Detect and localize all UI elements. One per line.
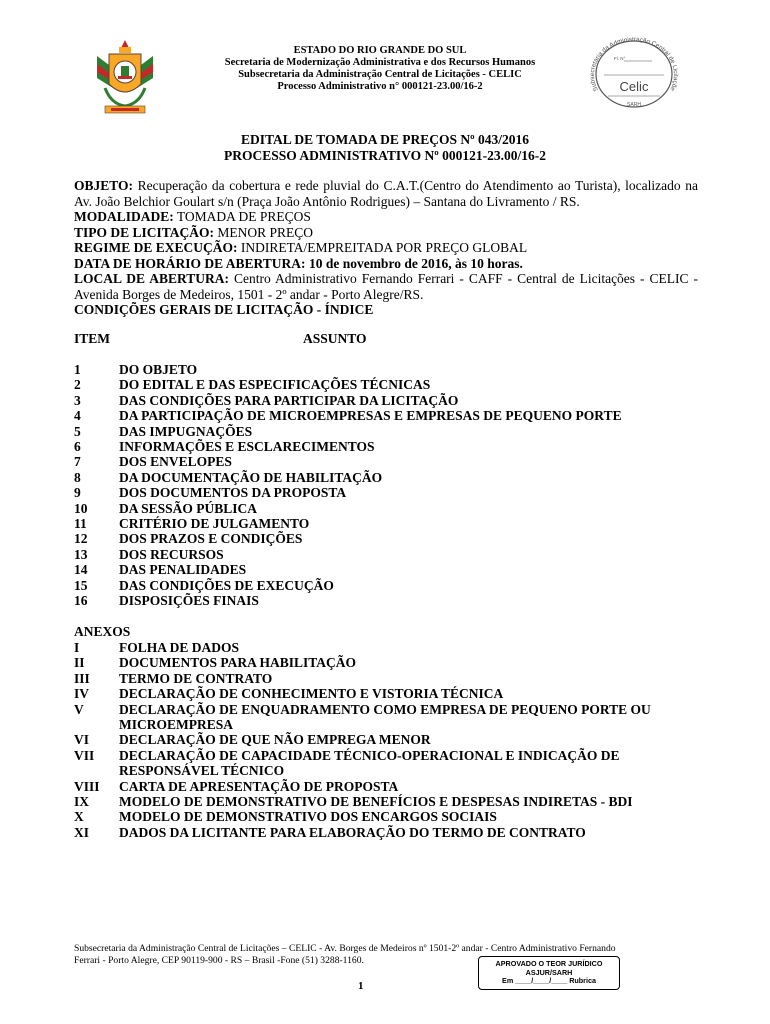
- annex-title-line: DECLARAÇÃO DE CONHECIMENTO E VISTORIA TÉCNICA: [119, 686, 504, 702]
- annex-row: [74, 794, 714, 809]
- objeto-label: OBJETO:: [74, 178, 134, 193]
- index-row: [74, 501, 714, 516]
- annex-title-line: DECLARAÇÃO DE ENQUADRAMENTO COMO EMPRESA DE PEQUENO PORTE OU: [119, 701, 651, 717]
- annex-row: [74, 640, 714, 655]
- process-title: PROCESSO ADMINISTRATIVO Nº 000121-23.00/16-2: [224, 148, 546, 163]
- index-item-number: 11: [74, 516, 87, 531]
- index-item-title: DISPOSIÇÕES FINAIS: [119, 593, 259, 608]
- annex-number: IX: [74, 794, 90, 809]
- modalidade-line: [74, 209, 698, 225]
- page-number: 1: [358, 980, 364, 992]
- header-block: [155, 45, 605, 93]
- approval-stamp: [478, 956, 620, 990]
- annex-number: II: [74, 655, 85, 671]
- index-item-title: DAS PENALIDADES: [119, 562, 247, 578]
- info-block: [74, 178, 698, 318]
- tipo-label: TIPO DE LICITAÇÃO:: [74, 224, 215, 240]
- index-item-title: DOS ENVELOPES: [119, 454, 232, 470]
- index-item-title: INFORMAÇÕES E ESCLARECIMENTOS: [119, 439, 375, 454]
- data-abertura-line: [74, 256, 698, 272]
- index-row: [74, 531, 714, 546]
- index-row: [74, 393, 714, 408]
- local-paragraph: [74, 271, 698, 302]
- index-item-title: DO EDITAL E DAS ESPECIFICAÇÕES TÉCNICAS: [119, 377, 431, 393]
- index-row: [74, 593, 714, 608]
- annex-number: III: [74, 670, 90, 686]
- index-row: [74, 470, 714, 485]
- objeto-text: Recuperação da cobertura e rede pluvial do C.A.T.(Centro do Atendimento ao Turista), localizado na Av. João Belchior Goulart s/n (Praça João Antônio Rodrigues) – Santana do Livramento / RS.: [74, 178, 698, 209]
- annex-row: [74, 671, 714, 686]
- index-col-item: ITEM: [74, 331, 111, 346]
- index-item-title: DOS PRAZOS E CONDIÇÕES: [119, 531, 303, 547]
- annex-list: [74, 640, 714, 840]
- approval-line-2: ASJUR/SARH: [525, 967, 573, 977]
- index-item-number: 16: [74, 593, 88, 608]
- index-item-number: 13: [74, 546, 88, 562]
- local-label: LOCAL DE ABERTURA:: [74, 271, 230, 286]
- annex-row: [74, 655, 714, 670]
- index-row: [74, 562, 714, 577]
- index-item-title: DOS DOCUMENTOS DA PROPOSTA: [119, 485, 347, 501]
- annex-title-line: MODELO DE DEMONSTRATIVO DOS ENCARGOS SOCIAIS: [119, 809, 497, 825]
- regime-text: INDIRETA/EMPREITADA POR PREÇO GLOBAL: [237, 240, 528, 255]
- index-row: [74, 362, 714, 377]
- index-item-title: DAS CONDIÇÕES PARA PARTICIPAR DA LICITAÇÃO: [119, 392, 459, 408]
- annex-title-line: RESPONSÁVEL TÉCNICO: [119, 763, 285, 779]
- annex-number: X: [74, 809, 84, 825]
- annex-number: VII: [74, 747, 95, 763]
- annex-title-line: TERMO DE CONTRATO: [119, 670, 273, 686]
- index-item-number: 15: [74, 577, 88, 593]
- stamp-fl-label: Fl. N°: [614, 56, 626, 61]
- title-block: [0, 132, 770, 164]
- stamp-bottom: SARH: [627, 102, 641, 108]
- footer-line-1: Subsecretaria da Administração Central de Licitações – CELIC - Av. Borges de Medeiros nº 1501-2º andar - Centro Administrativo Fernando: [74, 943, 616, 954]
- stamp-celic-name: Celic: [619, 79, 649, 94]
- regime-line: [74, 240, 698, 256]
- regime-label: REGIME DE EXECUÇÃO:: [74, 240, 238, 255]
- coat-of-arms-logo: [91, 38, 159, 118]
- stamp-ring-text: Subsecretaria da Administração Central de Licitaçõe: [588, 36, 680, 93]
- index-item-number: 2: [74, 377, 81, 393]
- modalidade-text: TOMADA DE PREÇOS: [173, 209, 311, 224]
- index-item-title: DAS CONDIÇÕES DE EXECUÇÃO: [119, 577, 334, 593]
- celic-stamp: [584, 30, 684, 114]
- condicoes-heading: CONDIÇÕES GERAIS DE LICITAÇÃO - ÍNDICE: [74, 302, 374, 317]
- index-row: [74, 439, 714, 454]
- index-row: [74, 424, 714, 439]
- index-list: [74, 362, 714, 612]
- annex-number: IV: [74, 686, 90, 702]
- index-item-number: 10: [74, 500, 88, 516]
- index-row: [74, 578, 714, 593]
- header-subsecretariat: Subsecretaria da Administração Central de Licitações - CELIC: [238, 69, 522, 80]
- modalidade-label: MODALIDADE:: [74, 209, 174, 224]
- index-item-title: DO OBJETO: [119, 362, 198, 377]
- annex-row: [74, 779, 714, 794]
- annex-row: [74, 825, 714, 840]
- annex-title-line: DADOS DA LICITANTE PARA ELABORAÇÃO DO TERMO DE CONTRATO: [119, 824, 586, 840]
- index-item-number: 14: [74, 562, 88, 578]
- annex-row: [74, 748, 714, 779]
- annex-number: VI: [74, 732, 90, 748]
- index-item-number: 5: [74, 423, 81, 439]
- annex-row: [74, 702, 714, 733]
- index-col-assunto: ASSUNTO: [303, 331, 367, 346]
- index-item-title: CRITÉRIO DE JULGAMENTO: [119, 516, 310, 531]
- annex-number: XI: [74, 824, 90, 840]
- header-state: ESTADO DO RIO GRANDE DO SUL: [293, 45, 467, 56]
- index-item-number: 1: [74, 362, 81, 377]
- index-row: [74, 547, 714, 562]
- index-item-number: 7: [74, 454, 81, 470]
- annex-title-line: DOCUMENTOS PARA HABILITAÇÃO: [119, 655, 357, 671]
- index-row: [74, 408, 714, 423]
- tipo-line: [74, 225, 698, 241]
- celic-stamp-graphic: [584, 30, 684, 114]
- annex-number: VIII: [74, 778, 100, 794]
- annex-number: V: [74, 701, 84, 717]
- index-item-title: DOS RECURSOS: [119, 546, 224, 562]
- document-title: EDITAL DE TOMADA DE PREÇOS Nº 043/2016: [240, 132, 529, 147]
- index-item-number: 9: [74, 485, 81, 501]
- annex-title-line: CARTA DE APRESENTAÇÃO DE PROPOSTA: [119, 778, 399, 794]
- objeto-paragraph: [74, 178, 698, 209]
- index-row: [74, 377, 714, 392]
- annexes-heading: ANEXOS: [74, 624, 131, 639]
- annex-title-line: MICROEMPRESA: [119, 716, 233, 732]
- index-row: [74, 454, 714, 469]
- local-text: Centro Administrativo Fernando Ferrari - CAFF - Central de Licitações - CELIC - Avenida Borges de Medeiros, 1501 - 2º andar - Porto Alegre/RS.: [74, 271, 698, 302]
- index-item-number: 8: [74, 469, 81, 485]
- index-row: [74, 485, 714, 500]
- index-item-number: 3: [74, 392, 81, 408]
- annex-title-line: MODELO DE DEMONSTRATIVO DE BENEFÍCIOS E DESPESAS INDIRETAS - BDI: [119, 794, 633, 809]
- annex-row: [74, 809, 714, 824]
- index-item-title: DAS IMPUGNAÇÕES: [119, 423, 253, 439]
- tipo-text: MENOR PREÇO: [214, 224, 314, 240]
- index-item-number: 12: [74, 531, 88, 547]
- annex-title-line: DECLARAÇÃO DE QUE NÃO EMPREGA MENOR: [119, 732, 431, 748]
- annex-title-line: FOLHA DE DADOS: [119, 640, 240, 655]
- header-process: Processo Administrativo n° 000121-23.00/16-2: [277, 81, 483, 92]
- annex-row: [74, 686, 714, 701]
- annex-title-line: DECLARAÇÃO DE CAPACIDADE TÉCNICO-OPERACIONAL E INDICAÇÃO DE: [119, 747, 620, 763]
- header-secretariat: Secretaria de Modernização Administrativa e dos Recursos Humanos: [224, 57, 536, 68]
- approval-line-1: APROVADO O TEOR JURÍDICO: [495, 959, 603, 968]
- index-item-title: DA PARTICIPAÇÃO DE MICROEMPRESAS E EMPRESAS DE PEQUENO PORTE: [119, 408, 622, 424]
- index-item-number: 6: [74, 439, 81, 454]
- data-text: 10 de novembro de 2016, às 10 horas.: [305, 255, 523, 271]
- footer-line-2: Ferrari - Porto Alegre, CEP 90119-900 - RS – Brasil -Fone (51) 3288-1160.: [74, 954, 364, 966]
- index-item-title: DA SESSÃO PÚBLICA: [119, 500, 258, 516]
- annex-row: [74, 732, 714, 747]
- annex-number: I: [74, 640, 80, 655]
- index-row: [74, 516, 714, 531]
- index-item-number: 4: [74, 408, 81, 424]
- approval-line-3: Em ____/____/____ Rubrica: [502, 976, 596, 986]
- index-item-title: DA DOCUMENTAÇÃO DE HABILITAÇÃO: [119, 469, 383, 485]
- data-label: DATA DE HORÁRIO DE ABERTURA:: [74, 255, 306, 271]
